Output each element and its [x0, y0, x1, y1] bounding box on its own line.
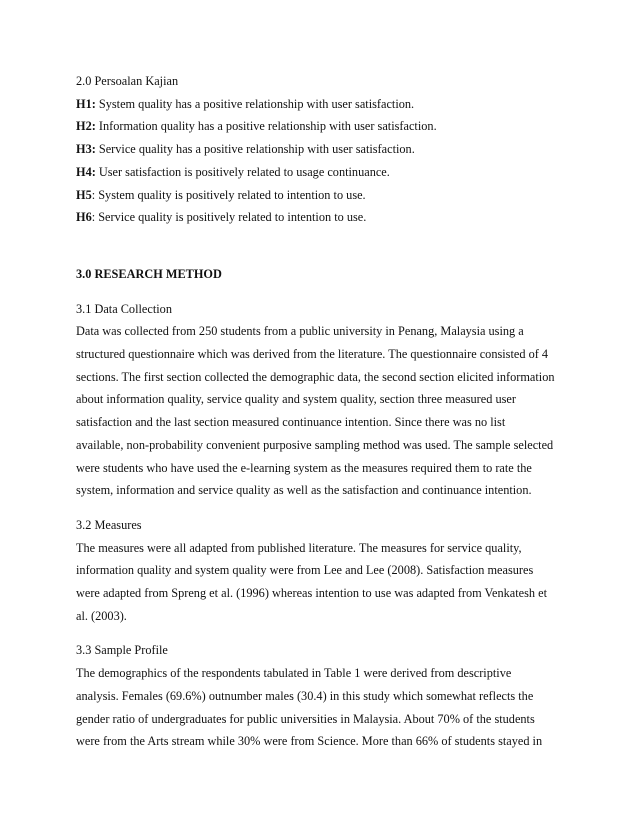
- paragraph-line: were from the Arts stream while 30% were from Science. More than 66% of students stayed in: [76, 734, 543, 749]
- paragraph-line: gender ratio of undergraduates for public universities in Malaysia. About 70% of the students: [76, 711, 535, 726]
- subsection-heading: 3.1 Data Collection: [76, 301, 172, 316]
- paragraph-line: structured questionnaire which was derived from the literature. The questionnaire consisted of 4: [76, 347, 549, 362]
- paragraph-line: about information quality, service quality and system quality, section three measured user: [76, 392, 516, 407]
- paragraph-line: The demographics of the respondents tabulated in Table 1 were derived from descriptive: [76, 666, 512, 681]
- paragraph-line: system, information and service quality as well as the satisfaction and continuance intention.: [76, 483, 532, 498]
- hypothesis-text: Service quality has a positive relationship with user satisfaction.: [95, 142, 415, 157]
- hypothesis-label: H6: [76, 210, 92, 225]
- paragraph-line: satisfaction and the last section measured continuance intention. Since there was no list: [76, 415, 506, 430]
- hypothesis-label: H1:: [76, 96, 96, 111]
- subsection-heading: 3.3 Sample Profile: [76, 643, 168, 658]
- hypothesis-label: H3:: [76, 142, 96, 157]
- paragraph-line: sections. The first section collected the demographic data, the second section elicited information: [76, 369, 555, 384]
- hypothesis-h6: [76, 206, 576, 229]
- paragraph-line: information quality and system quality were from Lee and Lee (2008). Satisfaction measures: [76, 563, 534, 578]
- subsection-heading: 3.2 Measures: [76, 517, 142, 532]
- paragraph-line: The measures were all adapted from published literature. The measures for service quality,: [76, 540, 522, 555]
- spacer: [76, 229, 576, 263]
- paragraph-line: were students who have used the e-learning system as the measures required them to rate the: [76, 460, 532, 475]
- hypothesis-h1: [76, 93, 576, 116]
- hypothesis-text: System quality has a positive relationship with user satisfaction.: [95, 96, 415, 111]
- paragraph-line: analysis. Females (69.6%) outnumber males (30.4) in this study which somewhat reflects the: [76, 688, 534, 703]
- hypothesis-label: H5: [76, 187, 92, 202]
- spacer: [76, 286, 576, 298]
- paragraph-line: available, non-probability convenient purposive sampling method was used. The sample selected: [76, 437, 554, 452]
- hypothesis-text: : Service quality is positively related to intention to use.: [91, 210, 367, 225]
- section-3: [76, 263, 576, 753]
- sample-profile-section: [76, 639, 576, 753]
- document-body: [76, 70, 576, 753]
- hypothesis-text: : System quality is positively related to intention to use.: [91, 187, 366, 202]
- section-2-heading: 2.0 Persoalan Kajian: [76, 74, 179, 88]
- section-3-heading: [76, 263, 576, 286]
- hypothesis-h2: [76, 115, 576, 138]
- hypothesis-h4: [76, 161, 576, 184]
- hypothesis-h3: [76, 138, 576, 161]
- section-2: [76, 70, 576, 229]
- section-3-heading-text: 3.0 RESEARCH METHOD: [76, 266, 222, 281]
- hypothesis-text: User satisfaction is positively related to usage continuance.: [95, 164, 390, 179]
- paragraph-line: Data was collected from 250 students from a public university in Penang, Malaysia using a: [76, 324, 524, 339]
- hypothesis-label: H2:: [76, 119, 96, 134]
- data-collection-section: [76, 298, 576, 502]
- hypothesis-h5: [76, 184, 576, 207]
- spacer: [76, 627, 576, 639]
- paragraph-line: al. (2003).: [76, 608, 127, 623]
- hypothesis-label: H4:: [76, 164, 96, 179]
- hypotheses-list: [76, 93, 576, 229]
- spacer: [76, 502, 576, 514]
- paragraph-line: were adapted from Spreng et al. (1996) whereas intention to use was adapted from Venkatesh et: [76, 586, 547, 601]
- measures-section: [76, 514, 576, 628]
- hypothesis-text: Information quality has a positive relationship with user satisfaction.: [95, 119, 437, 134]
